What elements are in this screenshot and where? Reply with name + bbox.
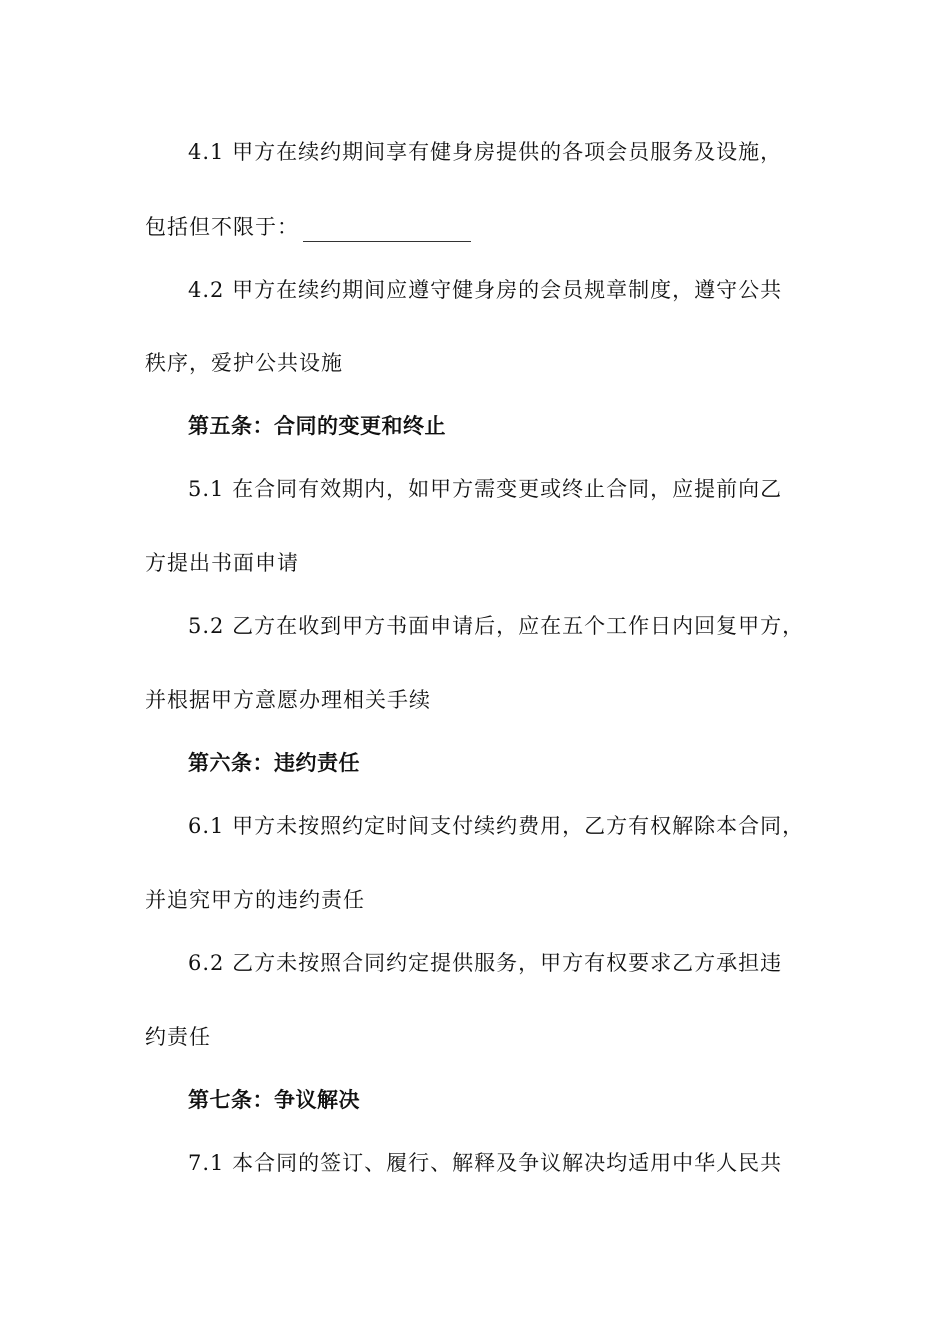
clause-4-1-line-1: 4.1 甲方在续约期间享有健身房提供的各项会员服务及设施，	[188, 140, 783, 164]
clause-4-1-text: 包括但不限于：	[145, 215, 299, 239]
clause-4-2-line-2: 秩序，爱护公共设施	[145, 351, 343, 375]
clause-5-2-line-1: 5.2 乙方在收到甲方书面申请后，应在五个工作日内回复甲方，	[188, 614, 805, 638]
clause-6-2-line-1: 6.2 乙方未按照合同约定提供服务，甲方有权要求乙方承担违	[188, 951, 783, 975]
clause-5-1-line-1: 5.1 在合同有效期内，如甲方需变更或终止合同，应提前向乙	[188, 477, 783, 501]
clause-4-2-line-1: 4.2 甲方在续约期间应遵守健身房的会员规章制度，遵守公共	[188, 278, 783, 302]
clause-6-2-line-2: 约责任	[145, 1025, 211, 1049]
article-6-heading: 第六条：违约责任	[188, 751, 360, 775]
article-5-heading: 第五条：合同的变更和终止	[188, 414, 446, 438]
article-7-heading: 第七条：争议解决	[188, 1088, 360, 1112]
clause-7-1-line-1: 7.1 本合同的签订、履行、解释及争议解决均适用中华人民共	[188, 1151, 783, 1175]
clause-6-1-line-1: 6.1 甲方未按照约定时间支付续约费用，乙方有权解除本合同，	[188, 814, 805, 838]
clause-6-1-line-2: 并追究甲方的违约责任	[145, 888, 365, 912]
clause-5-1-line-2: 方提出书面申请	[145, 551, 299, 575]
clause-4-1-line-2	[145, 212, 471, 242]
fill-in-blank	[303, 219, 471, 242]
clause-5-2-line-2: 并根据甲方意愿办理相关手续	[145, 688, 431, 712]
